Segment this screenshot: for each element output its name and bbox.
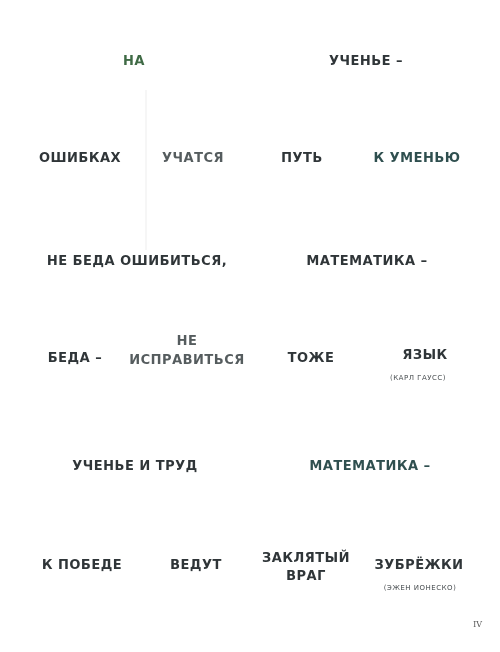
author-ionesco: (ЭЖЕН ИОНЕСКО) [383,584,457,592]
word-card-oshibkah: ОШИБКАХ [38,151,122,166]
word-card-vrag: ВРАГ [286,569,326,584]
word-card-uchatsya: УЧАТСЯ [161,151,225,166]
word-card-uchenie: УЧЕНЬЕ – [328,54,404,69]
word-card-matematika-1: МАТЕМАТИКА – [306,254,428,269]
word-card-zubrezhki: ЗУБРЁЖКИ [374,558,464,573]
word-card-uchenie-trud: УЧЕНЬЕ И ТРУД [72,459,198,474]
word-card-vedut: ВЕДУТ [170,558,222,573]
word-card-matematika-2: МАТЕМАТИКА – [309,459,431,474]
word-card-k-umeniyu: К УМЕНЬЮ [373,151,461,166]
word-card-put: ПУТЬ [281,151,323,166]
author-gauss: (КАРЛ ГАУСС) [389,374,447,382]
word-card-ne-beda: НЕ БЕДА ОШИБИТЬСЯ, [46,254,228,269]
word-card-na: НА [123,54,145,69]
word-card-yazyk: ЯЗЫК [402,348,448,363]
word-card-tozhe: ТОЖЕ [287,351,335,366]
word-card-k-pobede: К ПОБЕДЕ [41,558,123,573]
word-card-zaklyatyi: ЗАКЛЯТЫЙ [262,551,350,566]
page-number: IV [473,620,482,629]
word-card-ispravitsya: ИСПРАВИТЬСЯ [129,353,245,368]
faint-shadow [145,90,147,250]
word-card-ne: НЕ [176,334,198,349]
word-card-beda: БЕДА – [47,351,103,366]
